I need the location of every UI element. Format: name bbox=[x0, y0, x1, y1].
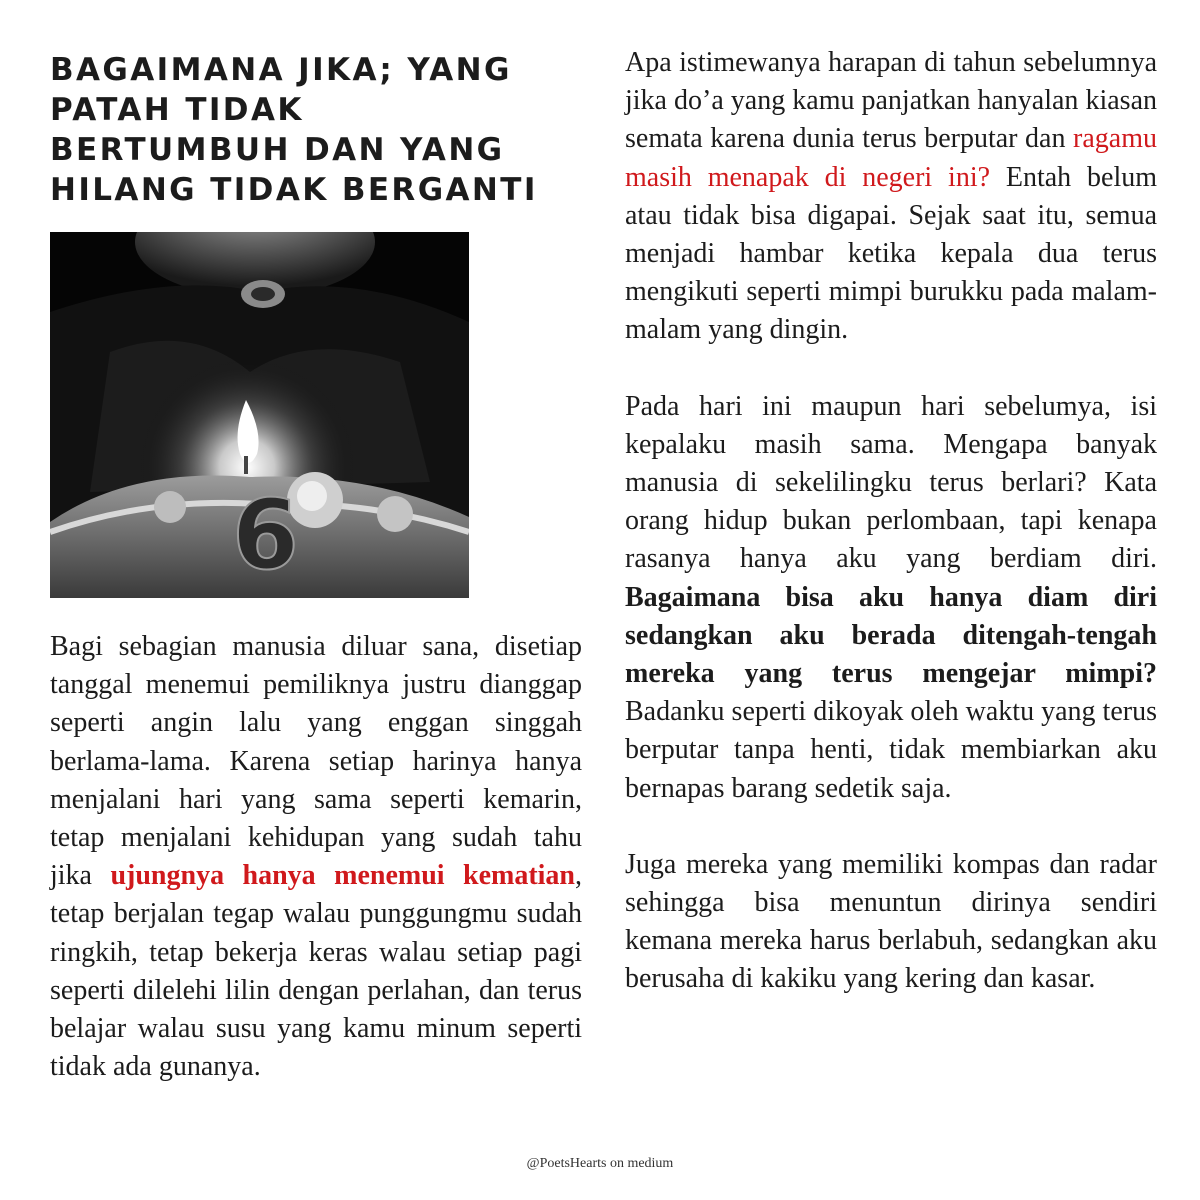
highlight-red: ragamu masih menapak di negeri ini? bbox=[625, 123, 1157, 193]
paragraph-text: , tetap berjalan tegap walau punggungmu sudah ringkih, tetap bekerja keras walau setiap pagi seperti dilelehi lilin dengan perlahan, dan terus belajar walau susu yang kamu minum seperti tidak ada gunanya. bbox=[50, 860, 582, 1083]
paragraph-text: Entah belum atau tidak bisa digapai. Sejak saat itu, semua menjadi hambar ketika kepala dua terus mengikuti seperti mimpi burukku pada malam-malam yang dingin. bbox=[625, 161, 1158, 346]
paragraph-kompas: Juga mereka yang memiliki kompas dan radar sehingga bisa menuntun dirinya sendiri kemana mereka harus berlabuh, sedangkan aku berusaha di kakiku yang kering dan kasar. bbox=[625, 848, 1157, 995]
left-column bbox=[50, 628, 582, 1086]
candle-number-text: 6 bbox=[232, 479, 299, 591]
page-title: BAGAIMANA JIKA; YANG PATAH TIDAK BERTUMBUH DAN YANG HILANG TIDAK BERGANTI bbox=[50, 52, 538, 208]
paragraph-intro bbox=[50, 628, 582, 1086]
paragraph-text: Apa istimewanya harapan di tahun sebelumnya jika do’a yang kamu panjatkan hanyalan kiasan semata karena dunia terus berputar dan bbox=[625, 47, 1157, 155]
paragraph-text: Bagi sebagian manusia diluar sana, disetiap tanggal menemui pemiliknya justru dianggap seperti angin lalu yang enggan singgah berlama-lama. Karena setiap harinya hanya menjalani hari yang sama seperti kemarin, tetap menjalani kehidupan yang sudah tahu jika bbox=[50, 631, 582, 892]
paragraph-text: Pada hari ini maupun hari sebelumya, isi kepalaku masih sama. Mengapa banyak manusia di sekelilingku terus berlari? Kata orang hidup bukan perlombaan, tapi kenapa rasanya hanya aku yang berdiam diri. bbox=[625, 390, 1157, 575]
paragraph-text: Badanku seperti dikoyak oleh waktu yang terus berputar tanpa henti, tidak membiarkan aku bernapas barang sedetik saja. bbox=[625, 696, 1157, 804]
birthday-candle-photo bbox=[50, 232, 469, 598]
highlight-red-bold: ujungnya hanya menemui kematian bbox=[110, 860, 575, 892]
paragraph-hari-ini bbox=[625, 388, 1157, 808]
footer-credit: @PoetsHearts on medium bbox=[526, 1156, 674, 1171]
highlight-bold: Bagaimana bisa aku hanya diam diri sedangkan aku berada ditengah-tengah mereka yang terus mengejar mimpi? bbox=[625, 581, 1157, 690]
right-column bbox=[625, 44, 1157, 1037]
paragraph-harapan bbox=[625, 44, 1157, 350]
